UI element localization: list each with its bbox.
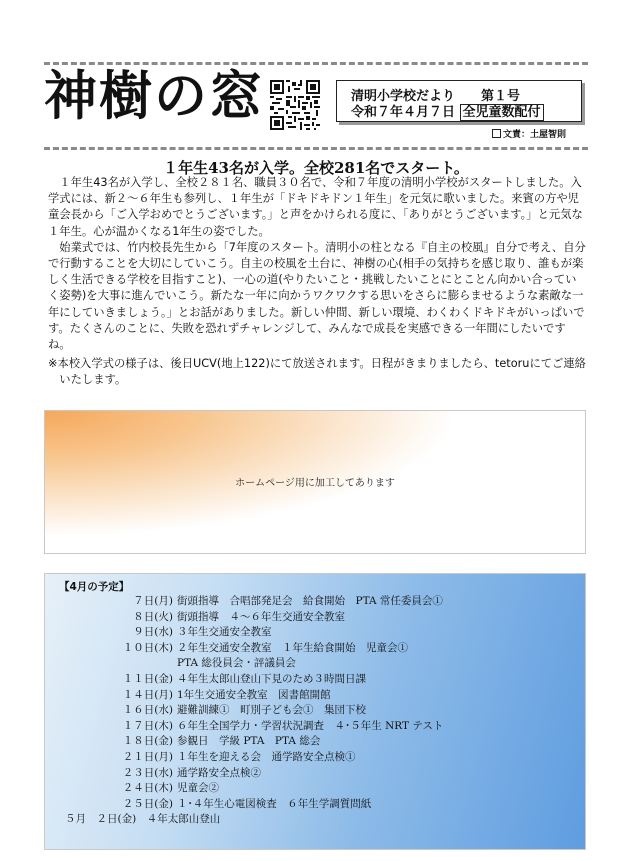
schedule-date: １７日(木) bbox=[122, 719, 173, 732]
schedule-events: PTA 総役員会・評議員会 bbox=[177, 657, 296, 670]
broadcast-note bbox=[48, 356, 586, 388]
article-paragraph: 始業式では、竹内校長先生から「7年度のスタート。清明小の柱となる『自主の校風』自分で考え、自分で行動することを大切にしていこう。自主の校風を土台に、神樹の心(相手の気持ちを感じ取り、誰もが楽しく生活できる学校を目指すこと)、一心の道(やりたいこと・挑戦したいことにとことん向かい合っていく姿勢)を大事に進んでいこう。新たな一年に向かうワクワクする思いをさらに膨らませるような素敵な一年にしていきましょう。」とお話がありました。新しい仲間、新しい環境、わくわくドキドキがいっぱいです。たくさんのことに、失敗を恐れずチャレンジして、みんなで成長を実感できる一年間にしたいですね。 bbox=[48, 240, 586, 352]
broadcast-note-text: ※本校入学式の様子は、後日UCV(地上122)にて放送されます。日程がきまりましたら、tetoruにてご連絡いたします。 bbox=[48, 357, 586, 386]
schedule-events: ３年生交通安全教室 bbox=[177, 626, 272, 639]
schedule-item bbox=[45, 797, 585, 813]
homepage-placeholder-box bbox=[44, 410, 586, 554]
article-headline: １年生43名が入学。全校281名でスタート。 bbox=[163, 159, 469, 177]
checkbox-square-icon bbox=[492, 129, 501, 138]
schedule-date: ２５日(金) bbox=[122, 797, 173, 810]
schedule-item bbox=[45, 734, 585, 750]
schedule-date: ２４日(木) bbox=[122, 782, 173, 795]
schedule-item-may bbox=[45, 812, 585, 828]
distribution-badge: 全児童数配付 bbox=[460, 104, 544, 121]
homepage-notice: ホームページ用に加工してあります bbox=[235, 478, 395, 489]
editor-credit bbox=[492, 127, 566, 140]
schedule-events: 街頭指導 ４～６年生交通安全教室 bbox=[177, 610, 345, 623]
schedule-item bbox=[45, 719, 585, 735]
schedule-item bbox=[45, 641, 585, 657]
schedule-events: 参観日 学級 PTA PTA 総会 bbox=[177, 735, 321, 748]
school-newsletter-name: 清明小学校だより bbox=[351, 89, 456, 104]
schedule-events: 避難訓練① 町別子ども会① 集団下校 bbox=[177, 704, 366, 717]
april-schedule-box bbox=[44, 573, 586, 850]
schedule-item bbox=[45, 703, 585, 719]
issue-number: 第１号 bbox=[481, 89, 521, 104]
schedule-item bbox=[45, 688, 585, 704]
schedule-events: 1年生交通安全教室 図書館開館 bbox=[177, 688, 331, 701]
schedule-date: ９日(水) bbox=[133, 626, 173, 639]
header-dashed-rule bbox=[44, 147, 588, 150]
qr-code bbox=[270, 80, 320, 130]
schedule-events: ６年生全国学力・学習状況調査 ４･５年生 NRT テスト bbox=[177, 719, 444, 732]
issue-date: 令和７年４月７日 bbox=[351, 105, 456, 120]
schedule-events: １･４年生心電図検査 ６年生学調質問紙 bbox=[177, 797, 372, 810]
schedule-item bbox=[45, 766, 585, 782]
schedule-date: ７日(月) bbox=[133, 595, 173, 607]
schedule-item bbox=[45, 781, 585, 797]
schedule-events: ２年生交通安全教室 １年生給食開始 児童会① bbox=[177, 641, 408, 654]
schedule-date: ２１日(月) bbox=[122, 750, 173, 763]
schedule-date: ２３日(水) bbox=[122, 766, 173, 779]
schedule-events: １年生を迎える会 通学路安全点検① bbox=[177, 750, 356, 763]
schedule-events: 通学路安全点検② bbox=[177, 766, 261, 779]
schedule-list bbox=[45, 594, 585, 828]
schedule-date: １４日(月) bbox=[122, 688, 173, 701]
schedule-item bbox=[45, 625, 585, 641]
issue-info-box bbox=[336, 80, 582, 122]
schedule-item bbox=[45, 656, 585, 672]
editor-credit-text: 文責：土屋智則 bbox=[503, 130, 567, 140]
schedule-item bbox=[45, 750, 585, 766]
schedule-item bbox=[45, 594, 585, 610]
masthead-title: 神樹の窓 bbox=[44, 65, 264, 127]
schedule-may-entry: ５月 ２日(金) ４年太郎山登山 bbox=[65, 813, 221, 826]
schedule-date: １１日(金) bbox=[122, 672, 173, 685]
article-body bbox=[48, 175, 586, 353]
schedule-date: ８日(火) bbox=[133, 610, 173, 623]
schedule-date: １８日(金) bbox=[122, 735, 173, 748]
schedule-item bbox=[45, 672, 585, 688]
article-paragraph: １年生43名が入学し、全校２８１名、職員３０名で、令和７年度の清明小学校がスタートしました。入学式には、新２～６年生も参列し、１年生が「ドキドキドン１年生」を元気に歌いました。来賓の方や児童会長から「ご入学おめでとうございます。」と声をかけられる度に、「ありがとうございます。」と元気な１年生。心が温かくなる1年生の姿でした。 bbox=[48, 176, 583, 238]
schedule-item bbox=[45, 610, 585, 626]
schedule-events: 児童会② bbox=[177, 782, 219, 795]
schedule-title: 【4月の予定】 bbox=[59, 581, 130, 593]
schedule-events: ４年生太郎山登山下見のため３時間日課 bbox=[177, 672, 366, 685]
schedule-date: １０日(木) bbox=[122, 641, 173, 654]
schedule-events: 街頭指導 合唱部発足会 給食開始 PTA 常任委員会① bbox=[177, 595, 443, 607]
schedule-date: １６日(水) bbox=[122, 704, 173, 717]
